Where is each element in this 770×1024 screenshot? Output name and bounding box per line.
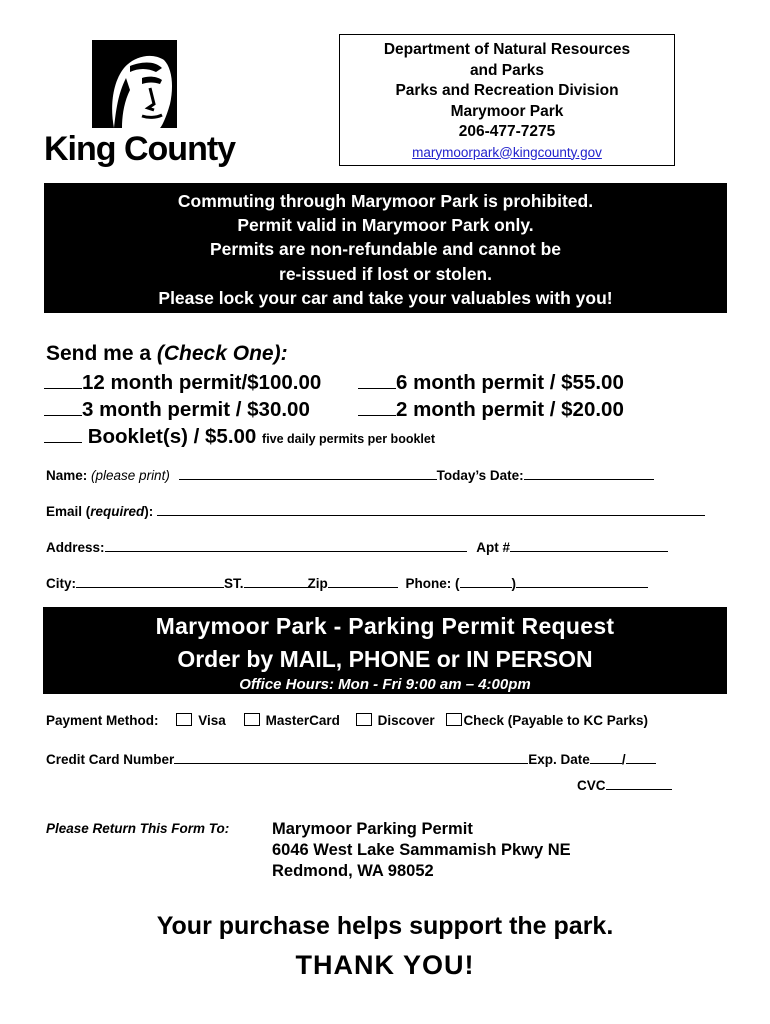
support-message: Your purchase helps support the park. — [156, 912, 614, 940]
exp-year-field[interactable] — [626, 750, 656, 764]
option-booklet[interactable]: Booklet(s) / $5.00 five daily permits per booklet — [44, 424, 435, 449]
option-3-month[interactable]: 3 month permit / $30.00 — [44, 397, 310, 422]
name-field[interactable] — [179, 466, 437, 480]
discover-checkbox[interactable] — [356, 713, 372, 726]
payment-row: Payment Method: Visa MasterCard Discover Check (Payable to KC Parks) — [46, 713, 649, 728]
notice-line: Commuting through Marymoor Park is prohibited. — [177, 191, 594, 211]
logo-text: King County — [44, 130, 236, 168]
option-12-month[interactable]: 12 month permit/$100.00 — [44, 370, 321, 395]
email-field[interactable] — [157, 502, 705, 516]
return-line: Redmond, WA 98052 — [272, 862, 434, 880]
address-row: Address: Apt # — [46, 538, 668, 555]
dept-line: Parks and Recreation Division — [395, 82, 619, 99]
name-row: Name: (please print) Today’s Date: — [46, 466, 654, 483]
dept-line: and Parks — [469, 61, 545, 79]
dept-line: Department of Natural Resources — [383, 41, 631, 58]
notice-line: Permits are non-refundable and cannot be — [209, 239, 562, 260]
department-info-box — [339, 34, 675, 166]
apt-field[interactable] — [510, 538, 668, 552]
banner-subtitle: Order by MAIL, PHONE or IN PERSON — [177, 646, 593, 672]
booklet-note: five daily permits per booklet — [262, 432, 435, 446]
credit-card-row: Credit Card Number Exp. Date / — [46, 750, 656, 767]
email-row: Email (required): — [46, 502, 705, 519]
phone-field[interactable] — [516, 574, 648, 588]
notice-line: re-issued if lost or stolen. — [279, 263, 492, 284]
option-blank[interactable] — [44, 370, 82, 389]
thank-you: THANK YOU! — [295, 950, 475, 980]
cvc-row: CVC — [577, 776, 672, 793]
address-field[interactable] — [105, 538, 467, 552]
state-field[interactable] — [244, 574, 308, 588]
notice-line: Permit valid in Marymoor Park only. — [237, 215, 534, 236]
option-blank[interactable] — [358, 370, 396, 389]
option-2-month[interactable]: 2 month permit / $20.00 — [358, 397, 624, 422]
visa-checkbox[interactable] — [176, 713, 192, 726]
cvc-field[interactable] — [606, 776, 672, 790]
office-hours: Office Hours: Mon - Fri 9:00 am – 4:00pm — [239, 676, 531, 693]
return-address — [272, 819, 571, 882]
city-row: City: ST. Zip Phone: ( ) — [46, 574, 648, 591]
name-hint: (please print) — [91, 468, 170, 483]
dept-phone: 206-477-7275 — [458, 123, 556, 140]
return-line: 6046 West Lake Sammamish Pkwy NE — [272, 841, 571, 859]
todays-date-field[interactable] — [524, 466, 654, 480]
check-checkbox[interactable] — [446, 713, 462, 726]
permit-request-banner — [43, 607, 727, 694]
zip-field[interactable] — [328, 574, 398, 588]
phone-area-field[interactable] — [460, 574, 512, 588]
mastercard-checkbox[interactable] — [244, 713, 260, 726]
notice-line: Please lock your car and take your valuables with you! — [158, 287, 613, 308]
send-title: Send me a (Check One): — [46, 342, 288, 365]
credit-card-field[interactable] — [174, 750, 528, 764]
notice-block — [44, 183, 727, 313]
dept-line: Marymoor Park — [450, 102, 564, 120]
exp-month-field[interactable] — [590, 750, 622, 764]
option-blank[interactable] — [44, 397, 82, 416]
dept-email-link[interactable]: marymoorpark@kingcounty.gov — [412, 144, 602, 160]
send-title-check-one: (Check One): — [156, 342, 288, 365]
banner-title: Marymoor Park - Parking Permit Request — [155, 613, 615, 639]
return-line: Marymoor Parking Permit — [272, 820, 473, 838]
option-6-month[interactable]: 6 month permit / $55.00 — [358, 370, 624, 395]
city-field[interactable] — [76, 574, 224, 588]
option-blank[interactable] — [358, 397, 396, 416]
return-label: Please Return This Form To: — [46, 821, 230, 836]
option-blank[interactable] — [44, 424, 82, 443]
